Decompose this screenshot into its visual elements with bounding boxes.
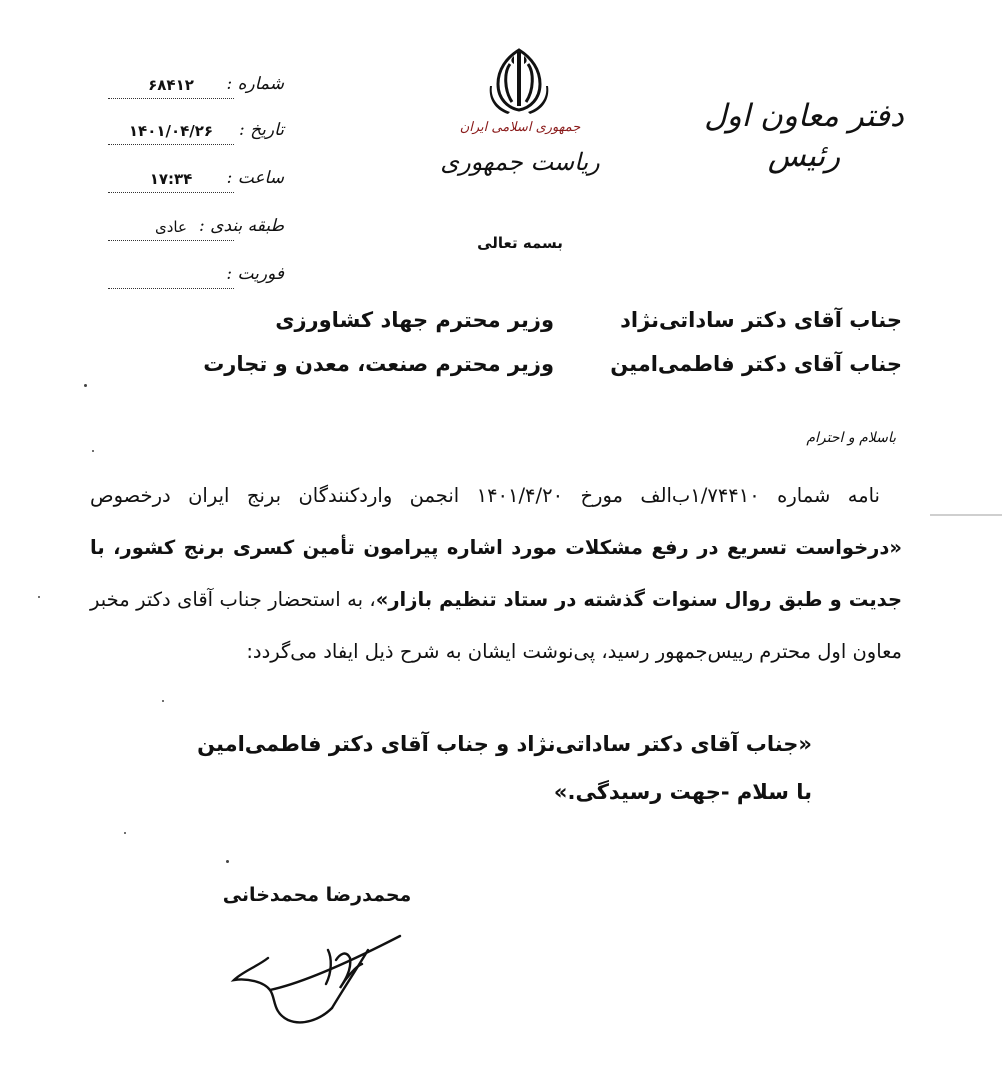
emblem-text-presidency: ریاست جمهوری [440, 148, 600, 176]
meta-number [104, 72, 284, 100]
meta-classification-label: طبقه بندی : [199, 216, 284, 236]
scan-artifact-line [930, 514, 1002, 516]
signer-name: محمدرضا محمدخانی [222, 884, 412, 906]
emblem-text-country: جمهوری اسلامی ایران [459, 120, 581, 135]
body-text-part1: نامه شماره ۱/۷۴۴۱۰‌ب‌الف مورخ ۱۴۰۱/۴/۲۰ انجمن واردکنندگان برنج ایران درخصوص [90, 484, 880, 507]
office-title-line2: رئیس [767, 138, 841, 174]
scan-speck [92, 450, 94, 452]
meta-number-label: شماره : [226, 74, 284, 94]
directive-quote [172, 720, 812, 816]
recipient-2-name: جناب آقای دکتر فاطمی‌امین [610, 352, 902, 376]
letter-body [90, 470, 902, 678]
meta-urgency-label: فوریت : [226, 264, 284, 284]
scan-speck [226, 860, 229, 863]
scan-speck [124, 832, 126, 834]
meta-time [104, 166, 284, 194]
meta-date-value: ۱۴۰۱/۰۴/۲۶ [108, 122, 234, 145]
salutation: باسلام و احترام [806, 430, 896, 446]
body-text-part2: ، به استحضار جناب آقای دکتر مخبر معاون اول محترم رییس‌جمهور رسید، پی‌نوشت ایشان به شرح ذیل ایفاد می‌گردد: [90, 588, 902, 663]
meta-classification-value: عادی [108, 218, 234, 241]
meta-classification [104, 214, 284, 242]
directive-quote-line2: با سلام -جهت رسیدگی.» [553, 780, 812, 804]
meta-urgency-value [108, 266, 234, 289]
body-text-subject: «درخواست تسریع در رفع مشکلات مورد اشاره پیرامون تأمین کسری برنج کشور، با جدیت و طبق روال سنوات گذشته در ستاد تنظیم بازار» [90, 536, 902, 611]
meta-number-value: ۶۸۴۱۲ [108, 76, 234, 99]
meta-date [104, 118, 284, 146]
recipient-1-title: وزیر محترم جهاد کشاورزی [275, 308, 554, 332]
meta-time-label: ساعت : [226, 168, 284, 188]
meta-time-value: ۱۷:۳۴ [108, 170, 234, 193]
meta-date-label: تاریخ : [239, 120, 284, 140]
handwritten-signature [228, 928, 418, 1028]
basmala: بسمه تعالی [477, 234, 563, 252]
meta-urgency [104, 262, 284, 290]
directive-quote-line1: «جناب آقای دکتر ساداتی‌نژاد و جناب آقای دکتر فاطمی‌امین [197, 732, 812, 756]
recipient-2-title: وزیر محترم صنعت، معدن و تجارت [203, 352, 554, 376]
scan-speck [38, 596, 40, 598]
office-title [684, 96, 924, 176]
scan-speck [162, 700, 164, 702]
emblem-icon [484, 44, 554, 116]
recipient-1-name: جناب آقای دکتر ساداتی‌نژاد [620, 308, 902, 332]
office-title-line1: دفتر معاون اول [704, 98, 904, 134]
scan-speck [84, 384, 87, 387]
